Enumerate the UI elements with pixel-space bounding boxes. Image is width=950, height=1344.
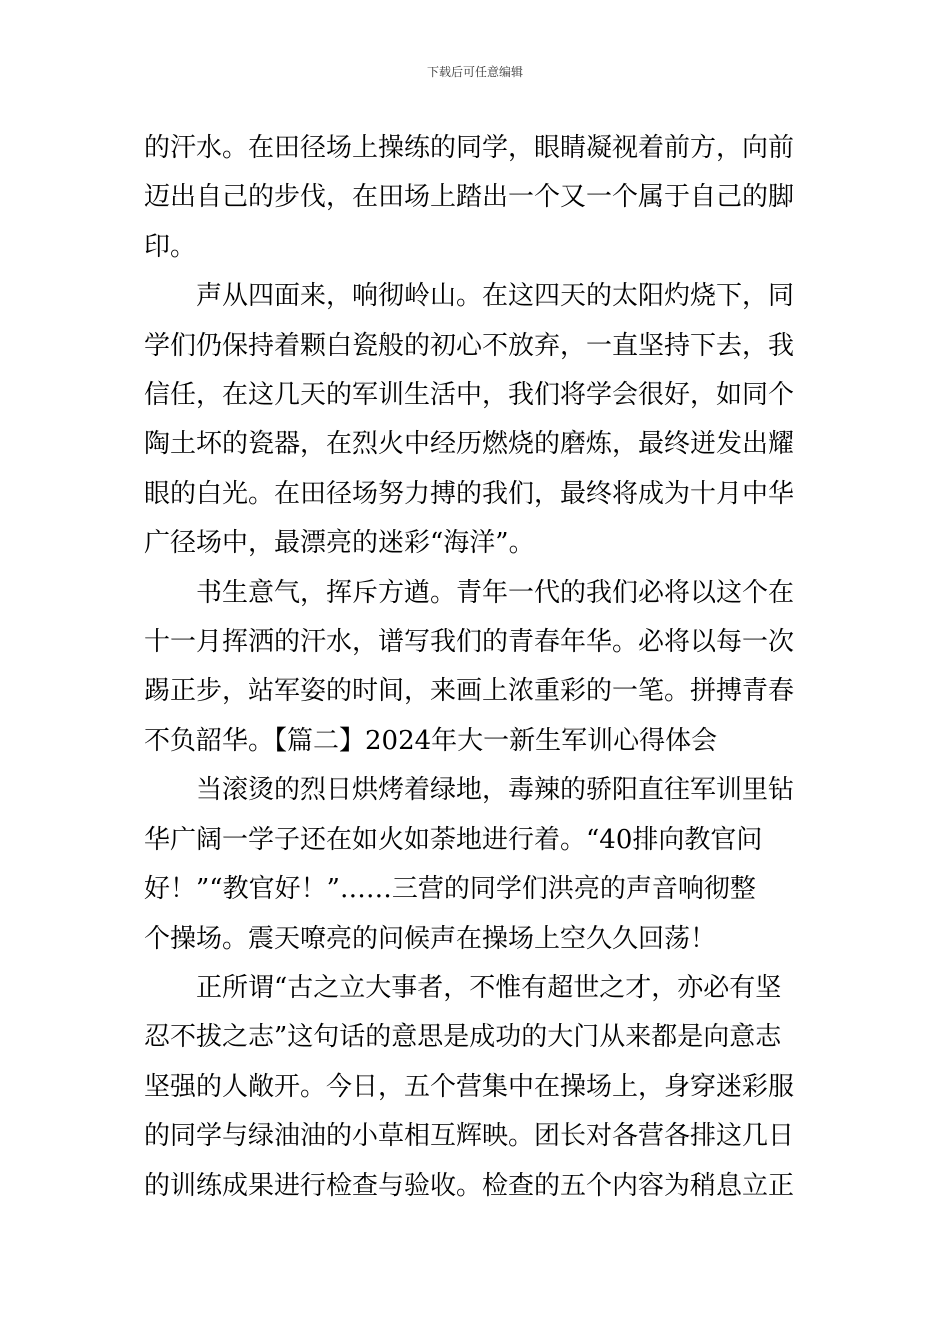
text-line: 的同学与绿油油的小草相互辉映。团长对各营各排这几日 [144,1121,795,1152]
document-body [144,124,806,1211]
text-line: 陶土坏的瓷器，在烈火中经历燃烧的磨炼，最终迸发出耀 [144,429,795,460]
text-line: 忍不拔之志”这句话的意思是成功的大门从来都是向意志 [144,1022,782,1053]
text-line: 广径场中，最漂亮的迷彩“海洋”。 [144,528,535,559]
text-line: 迈出自己的步伐，在田场上踏出一个又一个属于自己的脚 [144,182,795,213]
paragraph [144,272,806,568]
text-line: 当滚烫的烈日烘烤着绿地，毒辣的骄阳直往军训里钻 [196,775,795,806]
text-line: 十一月挥洒的汗水，谱写我们的青春年华。必将以每一次 [144,627,795,658]
page-header [0,64,950,80]
text-line: 学们仍保持着颗白瓷般的初心不放弃，一直坚持下去，我 [144,330,795,361]
header-text: 下载后可任意编辑 [426,65,523,79]
paragraph [144,569,806,767]
text-line: 坚强的人敞开。今日，五个营集中在操场上，身穿迷彩服 [144,1071,795,1102]
paragraph [144,124,806,272]
text-line: 踢正步，站军姿的时间，来画上浓重彩的一笔。拼搏青春 [144,676,795,707]
text-line: 的训练成果进行检查与验收。检查的五个内容为稍息立正 [144,1170,795,1201]
text-line: 不负韶华。【篇二】2024年大一新生军训心得体会 [144,725,718,756]
text-line: 好！”“教官好！”……三营的同学们洪亮的声音响彻整 [144,874,756,905]
text-line: 个操场。震天嘹亮的问候声在操场上空久久回荡！ [144,923,717,954]
text-line: 声从四面来，响彻岭山。在这四天的太阳灼烧下，同 [196,281,795,312]
text-line: 正所谓“古之立大事者，不惟有超世之才，亦必有坚 [196,972,782,1003]
text-line: 书生意气，挥斥方遒。青年一代的我们必将以这个在 [196,577,795,608]
paragraph [144,964,806,1211]
paragraph [144,766,806,964]
text-line: 印。 [144,231,197,262]
text-line: 信任，在这几天的军训生活中，我们将学会很好，如同个 [144,380,795,411]
text-line: 眼的白光。在田径场努力搏的我们，最终将成为十月中华 [144,478,795,509]
text-line: 华广阔一学子还在如火如荼地进行着。“40排向教官问 [144,824,763,855]
text-line: 的汗水。在田径场上操练的同学，眼睛凝视着前方，向前 [144,133,795,163]
